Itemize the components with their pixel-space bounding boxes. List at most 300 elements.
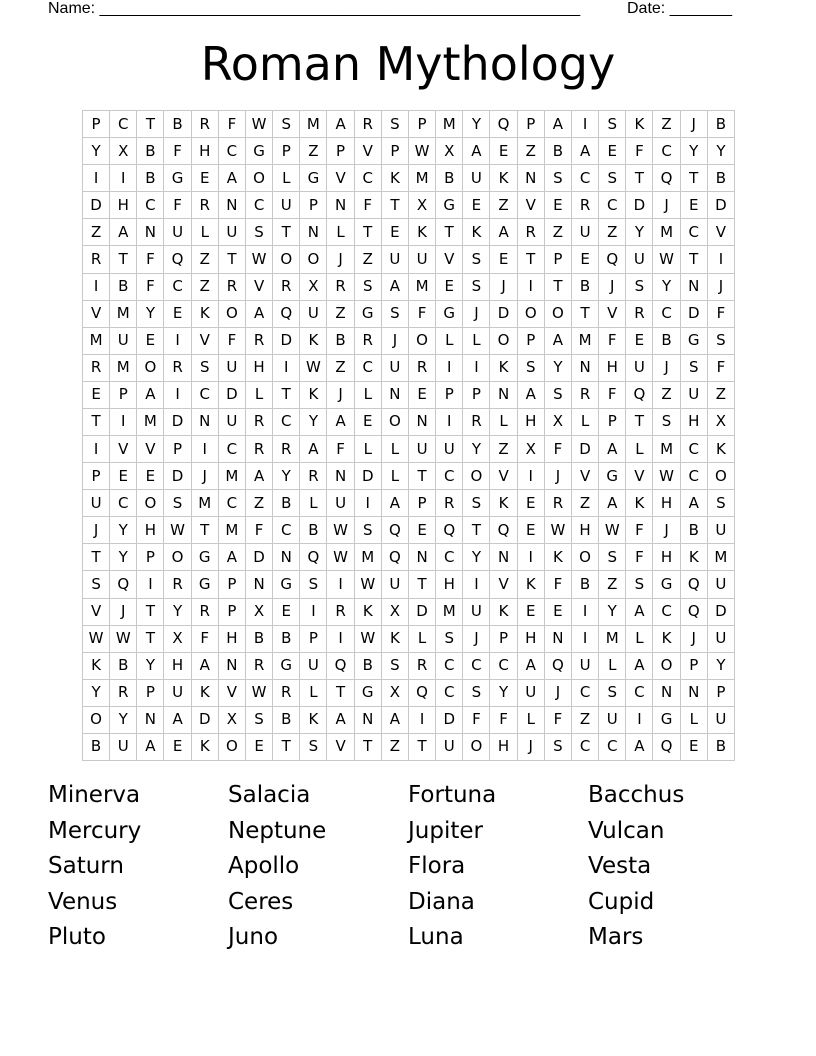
grid-letter-cell: R bbox=[463, 409, 490, 436]
grid-letter-cell: S bbox=[164, 490, 191, 517]
grid-letter-cell: A bbox=[192, 653, 219, 680]
grid-letter-cell: P bbox=[83, 463, 110, 490]
grid-letter-cell: Z bbox=[327, 355, 354, 382]
grid-letter-cell: F bbox=[137, 274, 164, 301]
grid-letter-cell: S bbox=[599, 165, 626, 192]
grid-letter-cell: P bbox=[83, 111, 110, 138]
grid-letter-cell: N bbox=[273, 544, 300, 571]
grid-letter-cell: B bbox=[708, 165, 735, 192]
grid-letter-cell: C bbox=[110, 111, 137, 138]
grid-letter-cell: U bbox=[382, 355, 409, 382]
grid-letter-cell: X bbox=[219, 707, 246, 734]
grid-letter-cell: Q bbox=[327, 653, 354, 680]
grid-letter-cell: T bbox=[626, 409, 653, 436]
grid-letter-cell: A bbox=[327, 409, 354, 436]
grid-letter-cell: H bbox=[653, 490, 680, 517]
grid-letter-cell: E bbox=[518, 490, 545, 517]
grid-letter-cell: I bbox=[83, 165, 110, 192]
grid-letter-cell: P bbox=[219, 571, 246, 598]
grid-letter-cell: D bbox=[164, 463, 191, 490]
grid-letter-cell: O bbox=[246, 165, 273, 192]
grid-letter-cell: Z bbox=[599, 219, 626, 246]
grid-letter-cell: T bbox=[273, 734, 300, 761]
grid-letter-cell: S bbox=[653, 409, 680, 436]
grid-letter-cell: Y bbox=[110, 707, 137, 734]
grid-letter-cell: Q bbox=[490, 517, 517, 544]
grid-letter-cell: L bbox=[355, 382, 382, 409]
grid-letter-cell: K bbox=[490, 599, 517, 626]
grid-letter-cell: B bbox=[436, 165, 463, 192]
grid-letter-cell: G bbox=[192, 571, 219, 598]
grid-letter-cell: Z bbox=[192, 274, 219, 301]
grid-letter-cell: K bbox=[83, 653, 110, 680]
grid-letter-cell: U bbox=[110, 328, 137, 355]
grid-letter-cell: E bbox=[355, 409, 382, 436]
grid-letter-cell: C bbox=[572, 680, 599, 707]
grid-letter-cell: E bbox=[164, 301, 191, 328]
grid-letter-cell: S bbox=[463, 490, 490, 517]
grid-letter-cell: R bbox=[164, 355, 191, 382]
grid-letter-cell: A bbox=[599, 436, 626, 463]
grid-letter-cell: N bbox=[490, 382, 517, 409]
grid-letter-cell: O bbox=[219, 734, 246, 761]
grid-letter-cell: R bbox=[273, 436, 300, 463]
grid-letter-cell: G bbox=[273, 571, 300, 598]
word-bank-item: Vulcan bbox=[588, 817, 665, 844]
grid-letter-cell: Y bbox=[545, 355, 572, 382]
grid-letter-cell: S bbox=[518, 355, 545, 382]
grid-letter-cell: M bbox=[110, 301, 137, 328]
grid-letter-cell: K bbox=[463, 219, 490, 246]
grid-letter-cell: L bbox=[382, 463, 409, 490]
grid-letter-cell: U bbox=[219, 355, 246, 382]
grid-letter-cell: S bbox=[382, 301, 409, 328]
grid-letter-cell: M bbox=[653, 436, 680, 463]
grid-letter-cell: N bbox=[219, 653, 246, 680]
grid-letter-cell: S bbox=[192, 355, 219, 382]
grid-letter-cell: X bbox=[164, 626, 191, 653]
grid-letter-cell: U bbox=[300, 301, 327, 328]
grid-letter-cell: S bbox=[463, 680, 490, 707]
grid-letter-cell: T bbox=[83, 544, 110, 571]
grid-letter-cell: T bbox=[409, 571, 436, 598]
word-bank-item: Apollo bbox=[228, 853, 300, 879]
grid-letter-cell: R bbox=[246, 436, 273, 463]
grid-letter-cell: X bbox=[300, 274, 327, 301]
grid-letter-cell: C bbox=[599, 734, 626, 761]
grid-letter-cell: J bbox=[83, 517, 110, 544]
grid-letter-cell: F bbox=[626, 138, 653, 165]
grid-letter-cell: F bbox=[409, 301, 436, 328]
grid-letter-cell: Z bbox=[355, 246, 382, 273]
grid-letter-cell: N bbox=[246, 571, 273, 598]
grid-letter-cell: E bbox=[409, 382, 436, 409]
grid-letter-cell: U bbox=[708, 707, 735, 734]
grid-letter-cell: P bbox=[409, 490, 436, 517]
grid-letter-cell: S bbox=[382, 111, 409, 138]
word-bank-item: Bacchus bbox=[588, 782, 685, 808]
grid-letter-cell: T bbox=[273, 382, 300, 409]
grid-letter-cell: K bbox=[653, 626, 680, 653]
grid-letter-cell: I bbox=[355, 490, 382, 517]
grid-letter-cell: T bbox=[355, 219, 382, 246]
grid-letter-cell: X bbox=[518, 436, 545, 463]
grid-letter-cell: F bbox=[219, 111, 246, 138]
grid-letter-cell: H bbox=[572, 517, 599, 544]
grid-letter-cell: G bbox=[436, 301, 463, 328]
grid-letter-cell: G bbox=[653, 571, 680, 598]
grid-letter-cell: R bbox=[246, 328, 273, 355]
grid-letter-cell: S bbox=[436, 626, 463, 653]
grid-letter-cell: U bbox=[436, 436, 463, 463]
word-bank-item: Flora bbox=[408, 853, 466, 879]
grid-letter-cell: R bbox=[192, 599, 219, 626]
grid-letter-cell: I bbox=[110, 409, 137, 436]
word-bank-item: Saturn bbox=[48, 853, 124, 879]
grid-letter-cell: B bbox=[653, 328, 680, 355]
grid-letter-cell: N bbox=[327, 463, 354, 490]
grid-letter-cell: V bbox=[219, 680, 246, 707]
grid-letter-cell: I bbox=[83, 274, 110, 301]
grid-letter-cell: U bbox=[708, 517, 735, 544]
grid-letter-cell: F bbox=[246, 517, 273, 544]
grid-letter-cell: H bbox=[110, 192, 137, 219]
grid-letter-cell: C bbox=[572, 165, 599, 192]
worksheet-header bbox=[48, 0, 748, 20]
grid-letter-cell: G bbox=[599, 463, 626, 490]
grid-letter-cell: C bbox=[110, 490, 137, 517]
grid-letter-cell: O bbox=[273, 246, 300, 273]
grid-letter-cell: H bbox=[246, 355, 273, 382]
grid-letter-cell: B bbox=[83, 734, 110, 761]
grid-letter-cell: U bbox=[436, 734, 463, 761]
grid-letter-cell: X bbox=[436, 138, 463, 165]
grid-letter-cell: P bbox=[490, 626, 517, 653]
grid-letter-cell: T bbox=[518, 246, 545, 273]
grid-letter-cell: A bbox=[572, 138, 599, 165]
grid-letter-cell: O bbox=[545, 301, 572, 328]
grid-letter-cell: K bbox=[518, 571, 545, 598]
grid-letter-cell: A bbox=[137, 382, 164, 409]
grid-letter-cell: N bbox=[518, 165, 545, 192]
grid-letter-cell: Z bbox=[572, 490, 599, 517]
grid-letter-cell: T bbox=[572, 301, 599, 328]
grid-letter-cell: V bbox=[626, 463, 653, 490]
grid-letter-cell: O bbox=[137, 355, 164, 382]
grid-letter-cell: S bbox=[463, 246, 490, 273]
grid-letter-cell: F bbox=[545, 571, 572, 598]
grid-letter-cell: W bbox=[300, 355, 327, 382]
grid-letter-cell: J bbox=[327, 246, 354, 273]
grid-letter-cell: A bbox=[518, 653, 545, 680]
grid-letter-cell: O bbox=[137, 490, 164, 517]
grid-letter-cell: I bbox=[409, 707, 436, 734]
grid-letter-cell: H bbox=[518, 409, 545, 436]
grid-letter-cell: K bbox=[300, 382, 327, 409]
grid-letter-cell: E bbox=[681, 192, 708, 219]
grid-letter-cell: L bbox=[300, 490, 327, 517]
grid-letter-cell: N bbox=[409, 409, 436, 436]
grid-letter-cell: P bbox=[273, 138, 300, 165]
grid-letter-cell: W bbox=[355, 626, 382, 653]
grid-letter-cell: F bbox=[490, 707, 517, 734]
grid-letter-cell: L bbox=[355, 436, 382, 463]
grid-letter-cell: R bbox=[192, 111, 219, 138]
grid-letter-cell: C bbox=[219, 436, 246, 463]
grid-letter-cell: C bbox=[599, 192, 626, 219]
grid-letter-cell: T bbox=[436, 219, 463, 246]
grid-letter-cell: Z bbox=[599, 571, 626, 598]
grid-letter-cell: R bbox=[192, 192, 219, 219]
grid-letter-cell: U bbox=[599, 707, 626, 734]
grid-letter-cell: C bbox=[273, 409, 300, 436]
grid-letter-cell: M bbox=[110, 355, 137, 382]
grid-letter-cell: U bbox=[708, 626, 735, 653]
grid-letter-cell: S bbox=[246, 707, 273, 734]
grid-letter-cell: B bbox=[273, 626, 300, 653]
grid-letter-cell: P bbox=[681, 653, 708, 680]
grid-letter-cell: U bbox=[409, 436, 436, 463]
word-bank-item: Diana bbox=[408, 888, 475, 915]
grid-letter-cell: D bbox=[708, 599, 735, 626]
grid-letter-cell: S bbox=[626, 571, 653, 598]
grid-letter-cell: V bbox=[355, 138, 382, 165]
grid-letter-cell: J bbox=[681, 111, 708, 138]
grid-letter-cell: A bbox=[246, 463, 273, 490]
grid-letter-cell: A bbox=[110, 219, 137, 246]
grid-letter-cell: I bbox=[273, 355, 300, 382]
grid-letter-cell: T bbox=[382, 192, 409, 219]
grid-letter-cell: E bbox=[246, 734, 273, 761]
grid-letter-cell: T bbox=[219, 246, 246, 273]
grid-letter-cell: Y bbox=[110, 544, 137, 571]
grid-letter-cell: H bbox=[681, 409, 708, 436]
grid-letter-cell: B bbox=[545, 138, 572, 165]
grid-letter-cell: M bbox=[572, 328, 599, 355]
grid-letter-cell: O bbox=[219, 301, 246, 328]
grid-letter-cell: P bbox=[382, 138, 409, 165]
grid-letter-cell: F bbox=[355, 192, 382, 219]
grid-letter-cell: U bbox=[518, 680, 545, 707]
grid-letter-cell: Z bbox=[653, 111, 680, 138]
grid-letter-cell: X bbox=[545, 409, 572, 436]
grid-letter-cell: C bbox=[490, 653, 517, 680]
grid-letter-cell: P bbox=[164, 436, 191, 463]
grid-letter-cell: O bbox=[653, 653, 680, 680]
grid-letter-cell: J bbox=[708, 274, 735, 301]
word-bank-item: Minerva bbox=[48, 782, 141, 808]
grid-letter-cell: O bbox=[382, 409, 409, 436]
grid-letter-cell: I bbox=[83, 436, 110, 463]
grid-letter-cell: R bbox=[83, 355, 110, 382]
grid-letter-cell: U bbox=[409, 246, 436, 273]
grid-letter-cell: A bbox=[219, 165, 246, 192]
grid-letter-cell: H bbox=[599, 355, 626, 382]
grid-letter-cell: A bbox=[382, 490, 409, 517]
grid-letter-cell: O bbox=[708, 463, 735, 490]
grid-letter-cell: L bbox=[518, 707, 545, 734]
grid-letter-cell: R bbox=[83, 246, 110, 273]
grid-letter-cell: J bbox=[653, 355, 680, 382]
grid-letter-cell: N bbox=[545, 626, 572, 653]
grid-letter-cell: K bbox=[192, 734, 219, 761]
word-bank-item: Pluto bbox=[48, 924, 106, 950]
grid-letter-cell: A bbox=[626, 653, 653, 680]
grid-letter-cell: T bbox=[626, 165, 653, 192]
grid-letter-cell: F bbox=[545, 707, 572, 734]
grid-letter-cell: F bbox=[463, 707, 490, 734]
grid-letter-cell: W bbox=[246, 111, 273, 138]
grid-letter-cell: E bbox=[545, 599, 572, 626]
grid-letter-cell: U bbox=[626, 355, 653, 382]
grid-letter-cell: A bbox=[518, 382, 545, 409]
word-bank-item: Salacia bbox=[228, 782, 311, 808]
grid-letter-cell: J bbox=[653, 192, 680, 219]
grid-letter-cell: J bbox=[192, 463, 219, 490]
grid-letter-cell: X bbox=[382, 599, 409, 626]
grid-letter-cell: V bbox=[327, 165, 354, 192]
grid-letter-cell: I bbox=[327, 626, 354, 653]
grid-letter-cell: M bbox=[436, 599, 463, 626]
grid-letter-cell: W bbox=[246, 680, 273, 707]
grid-letter-cell: Y bbox=[463, 436, 490, 463]
grid-letter-cell: I bbox=[164, 382, 191, 409]
grid-letter-cell: Q bbox=[681, 571, 708, 598]
grid-letter-cell: I bbox=[518, 274, 545, 301]
grid-letter-cell: Q bbox=[626, 382, 653, 409]
grid-letter-cell: M bbox=[436, 111, 463, 138]
grid-letter-cell: Q bbox=[490, 111, 517, 138]
grid-letter-cell: V bbox=[83, 599, 110, 626]
grid-letter-cell: U bbox=[219, 409, 246, 436]
grid-letter-cell: L bbox=[327, 219, 354, 246]
grid-letter-cell: F bbox=[708, 355, 735, 382]
grid-letter-cell: C bbox=[681, 463, 708, 490]
grid-letter-cell: H bbox=[192, 138, 219, 165]
grid-letter-cell: E bbox=[572, 246, 599, 273]
grid-letter-cell: L bbox=[246, 382, 273, 409]
grid-letter-cell: N bbox=[681, 680, 708, 707]
grid-letter-cell: R bbox=[436, 490, 463, 517]
grid-letter-cell: X bbox=[110, 138, 137, 165]
grid-letter-cell: K bbox=[490, 165, 517, 192]
grid-letter-cell: P bbox=[409, 111, 436, 138]
grid-letter-cell: S bbox=[273, 111, 300, 138]
grid-letter-cell: L bbox=[300, 680, 327, 707]
grid-letter-cell: R bbox=[327, 274, 354, 301]
grid-letter-cell: N bbox=[137, 219, 164, 246]
grid-letter-cell: Z bbox=[572, 707, 599, 734]
grid-letter-cell: S bbox=[545, 382, 572, 409]
grid-letter-cell: G bbox=[300, 165, 327, 192]
grid-letter-cell: C bbox=[355, 355, 382, 382]
grid-letter-cell: N bbox=[192, 409, 219, 436]
grid-letter-cell: E bbox=[436, 274, 463, 301]
grid-letter-cell: T bbox=[327, 680, 354, 707]
grid-letter-cell: E bbox=[518, 599, 545, 626]
grid-letter-cell: A bbox=[681, 490, 708, 517]
word-bank-item: Jupiter bbox=[408, 817, 483, 844]
grid-letter-cell: C bbox=[246, 192, 273, 219]
grid-letter-cell: Q bbox=[681, 599, 708, 626]
grid-letter-cell: E bbox=[137, 328, 164, 355]
grid-letter-cell: J bbox=[327, 382, 354, 409]
grid-letter-cell: U bbox=[463, 165, 490, 192]
grid-letter-cell: O bbox=[463, 463, 490, 490]
grid-letter-cell: T bbox=[355, 734, 382, 761]
grid-letter-cell: I bbox=[572, 626, 599, 653]
grid-letter-cell: M bbox=[83, 328, 110, 355]
grid-letter-cell: Y bbox=[83, 680, 110, 707]
grid-letter-cell: E bbox=[382, 219, 409, 246]
grid-letter-cell: M bbox=[355, 544, 382, 571]
grid-letter-cell: Y bbox=[463, 544, 490, 571]
grid-letter-cell: E bbox=[518, 517, 545, 544]
grid-letter-cell: M bbox=[300, 111, 327, 138]
grid-letter-cell: A bbox=[164, 707, 191, 734]
grid-letter-cell: T bbox=[463, 517, 490, 544]
grid-letter-cell: Y bbox=[137, 653, 164, 680]
grid-letter-cell: C bbox=[192, 382, 219, 409]
grid-letter-cell: U bbox=[382, 246, 409, 273]
grid-letter-cell: I bbox=[137, 571, 164, 598]
grid-letter-cell: Q bbox=[300, 544, 327, 571]
grid-letter-cell: L bbox=[273, 165, 300, 192]
grid-letter-cell: C bbox=[273, 517, 300, 544]
grid-letter-cell: P bbox=[518, 328, 545, 355]
grid-letter-cell: R bbox=[572, 382, 599, 409]
grid-letter-cell: J bbox=[463, 301, 490, 328]
grid-letter-cell: B bbox=[708, 734, 735, 761]
grid-letter-cell: I bbox=[164, 328, 191, 355]
grid-letter-cell: C bbox=[436, 680, 463, 707]
word-bank-item: Neptune bbox=[228, 817, 327, 844]
grid-letter-cell: E bbox=[626, 328, 653, 355]
grid-letter-cell: S bbox=[708, 328, 735, 355]
grid-letter-cell: O bbox=[490, 328, 517, 355]
grid-letter-cell: V bbox=[490, 571, 517, 598]
grid-letter-cell: M bbox=[192, 490, 219, 517]
grid-letter-cell: B bbox=[110, 274, 137, 301]
word-bank-item: Cupid bbox=[588, 888, 655, 915]
grid-letter-cell: A bbox=[545, 328, 572, 355]
grid-letter-cell: I bbox=[572, 111, 599, 138]
grid-letter-cell: A bbox=[382, 707, 409, 734]
grid-letter-cell: Y bbox=[626, 219, 653, 246]
grid-letter-cell: O bbox=[409, 328, 436, 355]
word-search-grid bbox=[82, 110, 735, 761]
grid-letter-cell: L bbox=[409, 626, 436, 653]
grid-letter-cell: S bbox=[545, 165, 572, 192]
grid-letter-cell: Z bbox=[545, 219, 572, 246]
grid-letter-cell: S bbox=[463, 274, 490, 301]
grid-letter-cell: C bbox=[463, 653, 490, 680]
grid-letter-cell: N bbox=[572, 355, 599, 382]
grid-letter-cell: C bbox=[436, 463, 463, 490]
grid-letter-cell: W bbox=[110, 626, 137, 653]
grid-letter-cell: V bbox=[246, 274, 273, 301]
grid-letter-cell: I bbox=[300, 599, 327, 626]
grid-letter-cell: R bbox=[164, 571, 191, 598]
grid-letter-cell: A bbox=[626, 734, 653, 761]
grid-letter-cell: Q bbox=[436, 517, 463, 544]
grid-letter-cell: R bbox=[409, 355, 436, 382]
grid-letter-cell: F bbox=[626, 517, 653, 544]
grid-letter-cell: Y bbox=[653, 274, 680, 301]
grid-letter-cell: H bbox=[490, 734, 517, 761]
grid-letter-cell: S bbox=[246, 219, 273, 246]
grid-letter-cell: G bbox=[653, 707, 680, 734]
